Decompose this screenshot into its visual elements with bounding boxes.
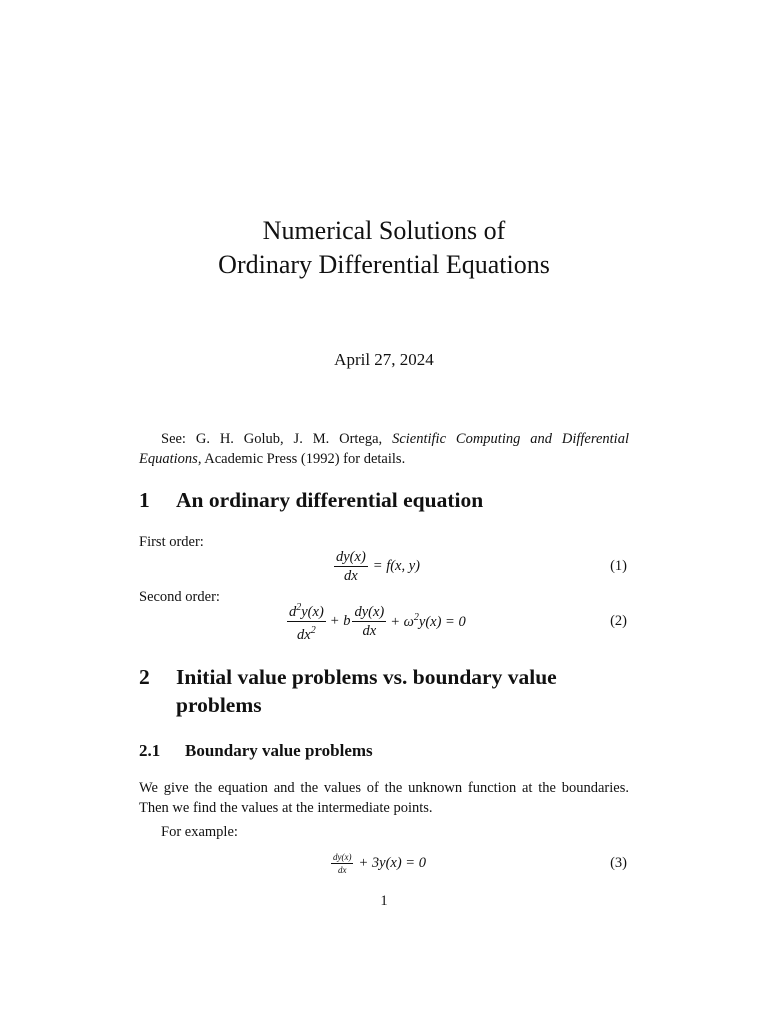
first-order-label: First order: bbox=[139, 534, 204, 550]
document-title bbox=[0, 214, 768, 282]
equation-1 bbox=[139, 546, 629, 586]
boundary-paragraph: We give the equation and the values of the unknown function at the boundaries. Then we find the values at the intermediate points. bbox=[139, 780, 629, 816]
equation-3-rhs: + 3y(x) = 0 bbox=[358, 854, 426, 871]
equation-3 bbox=[139, 843, 629, 883]
section-2-title: Initial value problems vs. boundary value problems bbox=[176, 665, 557, 717]
example-paragraph: For example: bbox=[161, 824, 238, 840]
equation-3-fraction bbox=[331, 852, 353, 875]
document-date: April 27, 2024 bbox=[334, 350, 434, 369]
equation-2-fraction-1-numerator bbox=[287, 600, 326, 622]
eq2-omega-sup: 2 bbox=[413, 611, 419, 623]
title-line-2: Ordinary Differential Equations bbox=[218, 250, 550, 279]
equation-1-body bbox=[332, 546, 420, 586]
abstract-suffix: , Academic Press (1992) for details. bbox=[197, 450, 406, 467]
equation-3-number: (3) bbox=[610, 855, 627, 871]
equation-3-numerator: dy(x) bbox=[333, 851, 352, 862]
equation-1-fraction bbox=[334, 549, 368, 584]
section-1-number: 1 bbox=[139, 488, 150, 512]
section-1-title: An ordinary differential equation bbox=[176, 488, 484, 512]
abstract-prefix: See: G. H. Golub, J. M. Ortega, bbox=[161, 430, 393, 447]
section-1-heading bbox=[139, 486, 629, 514]
eq2-num1-sup: 2 bbox=[296, 601, 302, 613]
abstract-paragraph bbox=[139, 429, 629, 469]
second-order-label: Second order: bbox=[139, 589, 220, 605]
section-2-heading bbox=[139, 663, 629, 719]
eq2-omega-pre: + ω bbox=[390, 613, 414, 630]
page-number: 1 bbox=[380, 893, 388, 909]
equation-2-fraction-2-denominator: dx bbox=[362, 622, 377, 639]
equation-2-fraction-1-denominator bbox=[297, 622, 316, 643]
eq2-num1-pre: d bbox=[289, 603, 297, 620]
subsection-2-1-title: Boundary value problems bbox=[185, 741, 373, 760]
eq2-den1-pre: dx bbox=[297, 626, 311, 643]
equation-3-body bbox=[329, 843, 426, 883]
equation-2-body bbox=[285, 601, 466, 641]
equation-1-denominator: dx bbox=[344, 567, 358, 584]
abstract-book-title: Scientific Computing and Differential Equations bbox=[139, 430, 629, 467]
equation-2-plus-b: + b bbox=[329, 612, 351, 629]
equation-2-fraction-2 bbox=[352, 604, 386, 639]
eq2-omega-post: y(x) = 0 bbox=[418, 613, 466, 630]
eq2-den1-sup: 2 bbox=[310, 624, 316, 636]
subsection-2-1-number: 2.1 bbox=[139, 741, 161, 760]
equation-1-rhs: = f(x, y) bbox=[372, 557, 420, 574]
equation-1-numerator: dy(x) bbox=[336, 548, 366, 565]
title-line-1: Numerical Solutions of bbox=[262, 216, 506, 245]
equation-2-fraction-1 bbox=[287, 600, 326, 643]
section-2-number: 2 bbox=[139, 665, 150, 689]
equation-2-omega-term bbox=[388, 612, 465, 631]
equation-2 bbox=[139, 601, 629, 641]
equation-3-denominator: dx bbox=[337, 864, 347, 875]
equation-2-fraction-2-numerator: dy(x) bbox=[354, 603, 385, 620]
subsection-2-1-heading bbox=[139, 740, 629, 762]
equation-2-number: (2) bbox=[610, 613, 627, 629]
equation-1-number: (1) bbox=[610, 558, 627, 574]
eq2-num1-post: y(x) bbox=[301, 603, 324, 620]
